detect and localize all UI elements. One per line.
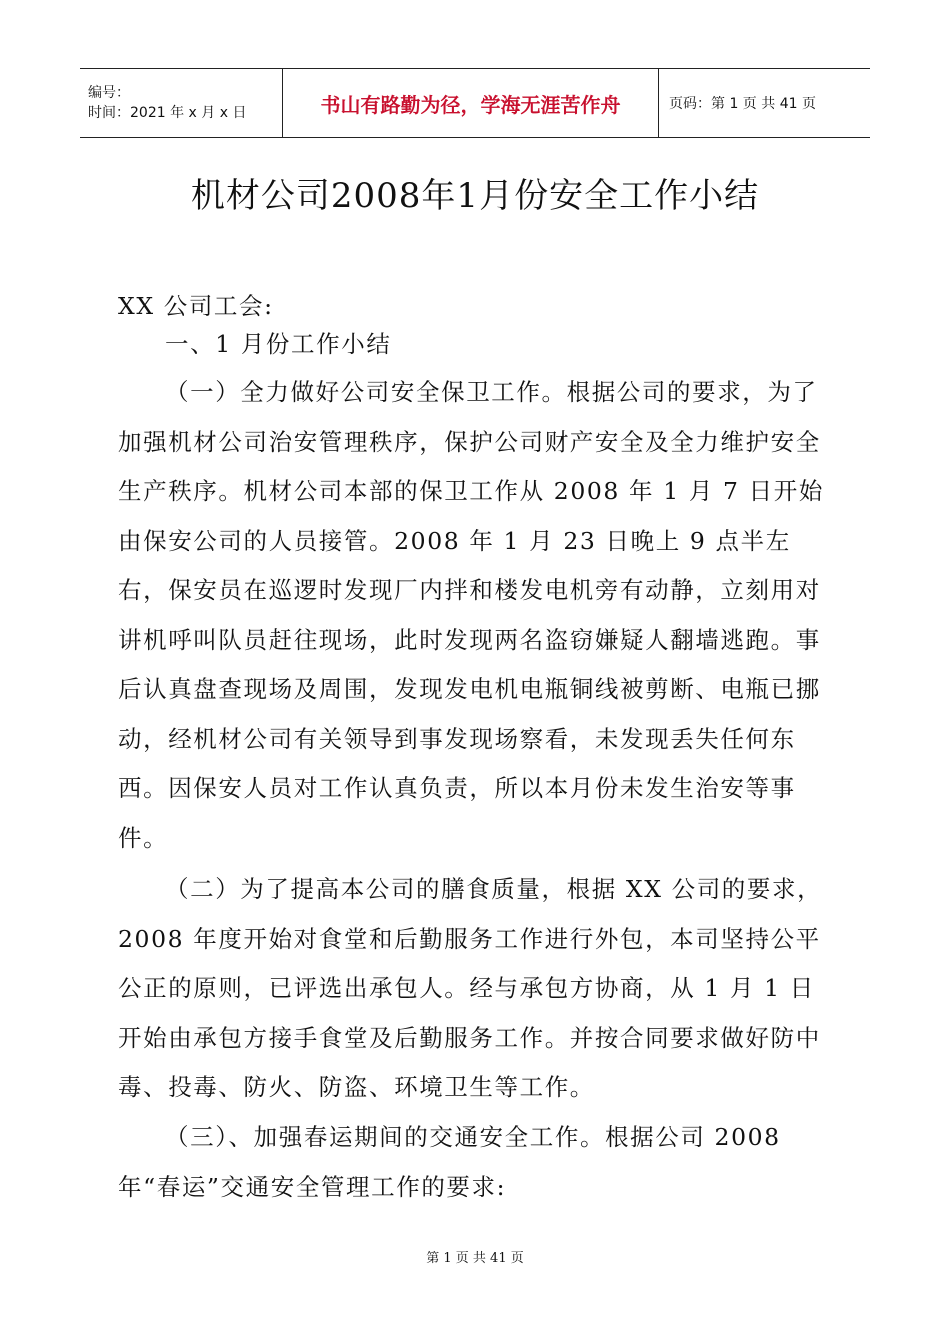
code-label: 编号：	[88, 85, 130, 101]
salutation: XX 公司工会:	[118, 292, 274, 320]
header-table	[80, 68, 870, 138]
page-info: 页码：第 1 页 共 41 页	[669, 96, 816, 112]
document-title: 机材公司2008年1月份安全工作小结	[190, 176, 760, 216]
time-label: 时间：2021 年 x 月 x 日	[88, 105, 247, 121]
section-heading: 一、1 月份工作小结	[165, 330, 392, 358]
page-footer: 第 1 页 共 41 页	[426, 1251, 524, 1266]
header-meta	[80, 69, 282, 137]
paragraph-1: （一）全力做好公司安全保卫工作。根据公司的要求，为了加强机材公司治安管理秩序，保护公司财产安全及全力维护安全生产秩序。机材公司本部的保卫工作从 2008 年 1 月 7 日开始由保安公司的人员接管。2008 年 1 月 23 日晚上 9 点半左右，保安员在巡逻时发现厂内拌和楼发电机旁有动静，立刻用对讲机呼叫队员赶往现场，此时发现两名盗窃嫌疑人翻墙逃跑。事后认真盘查现场及周围，发现发电机电瓶铜线被剪断、电瓶已挪动，经机材公司有关领导到事发现场察看，未发现丢失任何东西。因保安人员对工作认真负责，所以本月份未发生治安等事件。	[118, 378, 824, 852]
paragraph-2: （二）为了提高本公司的膳食质量，根据 XX 公司的要求，2008 年度开始对食堂和后勤服务工作进行外包，本司坚持公平公正的原则，已评选出承包人。经与承包方协商，从 1 月 1 日开始由承包方接手食堂及后勤服务工作。并按合同要求做好防中毒、投毒、防火、防盗、环境卫生等工作。	[118, 875, 823, 1101]
paragraph-3: （三）、加强春运期间的交通安全工作。根据公司 2008 年“春运”交通安全管理工作的要求:	[118, 1123, 781, 1201]
motto: 书山有路勤为径，学海无涯苦作舟	[282, 69, 659, 137]
